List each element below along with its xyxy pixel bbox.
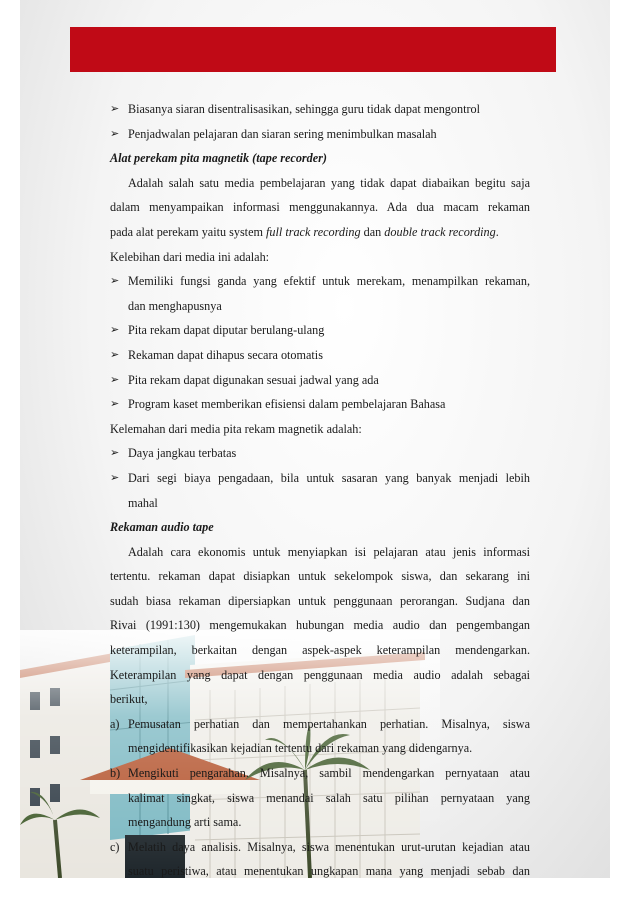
- arrow-bullet-icon: ➢: [110, 397, 120, 411]
- arrow-bullet-icon: ➢: [110, 274, 120, 288]
- list-item: a) Pemusatan perhatian dan mempertahankan perhatian. Misalnya, siswa mengidentifikasikan kejadian tertentu dari rekaman yang didengarnya.: [110, 716, 530, 756]
- list-item: ➢ Program kaset memberikan efisiensi dalam pembelajaran Bahasa: [110, 392, 530, 417]
- header-banner: [70, 27, 556, 72]
- arrow-bullet-icon: ➢: [110, 102, 120, 115]
- arrow-bullet-icon: ➢: [110, 446, 120, 460]
- paragraph-line: Adalah salah satu media pembelajaran yang tidak dapat diabaikan begitu saja: [128, 175, 530, 190]
- list-item: ➢ Pita rekam dapat digunakan sesuai jadwal yang ada: [110, 368, 530, 393]
- list-title: Kelemahan dari media pita rekam magnetik adalah:: [110, 421, 362, 436]
- list-item: c) Melatih daya analisis. Misalnya, siswa menentukan urut-urutan kejadian atau suatu peristiwa, atau menentukan ungkapan mana yang menjadi sebab dan: [110, 839, 530, 878]
- paragraph-line: tertentu. rekaman dapat disiapkan untuk sekelompok siswa, dan sekarang ini: [110, 569, 530, 584]
- paragraph-line: keterampilan, berkaitan dengan aspek-aspek keterampilan mendengarkan.: [110, 643, 530, 658]
- arrow-bullet-icon: ➢: [110, 470, 120, 484]
- list-item: ➢ Penjadwalan pelajaran dan siaran sering menimbulkan masalah: [110, 122, 530, 147]
- paragraph-line: Keterampilan yang dapat dengan penggunaan media audio adalah sebagai: [110, 667, 530, 682]
- list-item: ➢ Rekaman dapat dihapus secara otomatis: [110, 343, 530, 368]
- paragraph-line: berikut,: [110, 692, 148, 707]
- section-heading: Alat perekam pita magnetik (tape recorder): [110, 151, 327, 166]
- list-item: ➢ Pita rekam dapat diputar berulang-ulang: [110, 318, 530, 343]
- arrow-bullet-icon: ➢: [110, 323, 120, 337]
- paragraph-line: dalam menyampaikan informasi menggunakannya. Ada dua macam rekaman: [110, 200, 530, 215]
- paragraph-line: Rivai (1991:130) mengemukakan hubungan media audio dan pengembangan: [110, 618, 530, 633]
- arrow-bullet-icon: ➢: [110, 347, 120, 361]
- arrow-bullet-icon: ➢: [110, 372, 120, 386]
- body-text: [110, 97, 530, 878]
- list-title: Kelebihan dari media ini adalah:: [110, 249, 270, 264]
- list-item: ➢ Memiliki fungsi ganda yang efektif untuk merekam, menampilkan rekaman, dan menghapusnya: [110, 269, 530, 318]
- list-item: b) Mengikuti pengarahan. Misalnya, sambil mendengarkan pernyataan atau kalimat singkat, siswa menandai salah satu pilihan pernyataan yang mengandung arti sama.: [110, 766, 530, 830]
- document-page: [20, 0, 610, 878]
- paragraph-line: Adalah cara ekonomis untuk menyiapkan isi pelajaran atau jenis informasi: [128, 544, 530, 559]
- paragraph-line: pada alat perekam yaitu system full track recording dan double track recording.: [110, 224, 499, 239]
- arrow-bullet-icon: ➢: [110, 126, 120, 140]
- paragraph-line: sudah biasa rekaman dipersiapkan untuk penggunaan perorangan. Sudjana dan: [110, 593, 530, 608]
- section-heading: Rekaman audio tape: [110, 520, 214, 535]
- list-item: ➢ Dari segi biaya pengadaan, bila untuk sasaran yang banyak menjadi lebih mahal: [110, 466, 530, 515]
- list-item: ➢ Biasanya siaran disentralisasikan, sehingga guru tidak dapat mengontrol: [110, 97, 530, 122]
- list-item: ➢ Daya jangkau terbatas: [110, 441, 530, 466]
